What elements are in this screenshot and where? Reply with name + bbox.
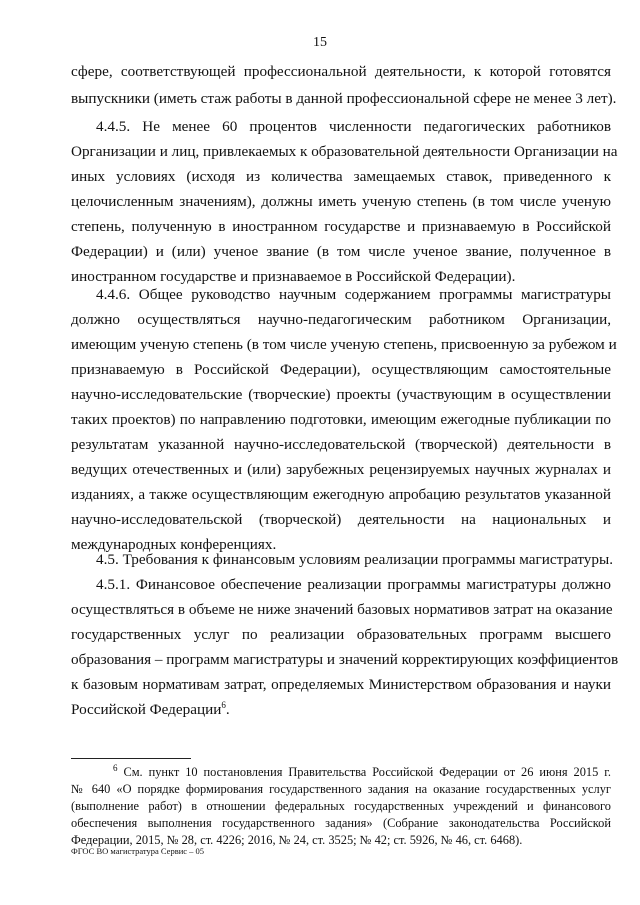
page-number: 15 [313, 35, 327, 50]
text-line: Российской Федерации$^6$. [71, 699, 230, 718]
text-line: образования – программ магистратуры и значений корректирующих коэффициентов [71, 651, 619, 668]
footnote-line: обеспечения выполнения государственного задания» (Собрание законодательства Российской [71, 816, 611, 830]
text-line: сфере, соответствующей профессиональной деятельности, к которой готовятся [71, 63, 611, 80]
text-line: степень, полученную в иностранном государстве и признаваемую в Российской [71, 218, 611, 235]
footnote-separator [71, 758, 191, 759]
text-line: к базовым нормативам затрат, определяемых Министерством образования и науки [71, 676, 611, 693]
text-line: ведущих отечественных и (или) зарубежных рецензируемых научных журналах и [71, 461, 611, 478]
text-line: Организации и лиц, привлекаемых к образовательной деятельности Организации на [71, 143, 618, 160]
text-line: международных конференциях. [71, 536, 277, 553]
footnote-marker: 6 [113, 762, 118, 773]
text-line: Федерации) и (или) ученое звание (в том числе ученое звание, полученное в [71, 243, 611, 260]
footnote-line: № 640 «О порядке формирования государственного задания на оказание государственных услуг [71, 782, 611, 796]
footer-code: ФГОС ВО магистратура Сервис – 05 [71, 846, 205, 856]
text-line-content: Российской Федерации [71, 701, 222, 718]
text-line: целочисленным значениям), должны иметь ученую степень (в том числе ученую [71, 193, 611, 210]
text-line: осуществляться в объеме не ниже значений базовых нормативов затрат на оказание [71, 601, 613, 618]
footnote-line: Федерации, 2015, № 28, ст. 4226; 2016, № 24, ст. 3525; № 42; ст. 5926, № 46, ст. 6468). [71, 833, 523, 847]
text-line: научно-исследовательской (творческой) деятельности на национальных и [71, 511, 611, 528]
text-line: результатам указанной научно-исследовательской (творческой) деятельности в [71, 436, 611, 453]
text-line: 4.5.1. Финансовое обеспечение реализации программы магистратуры должно [96, 576, 611, 593]
text-line: иных условиях (исходя из количества замещаемых ставок, приведенного к [71, 168, 611, 185]
text-line: научно-исследовательские (творческие) проекты (участвующим в осуществлении [71, 386, 611, 403]
footnote-line [71, 764, 611, 781]
text-line: таких проектов) по направлению подготовки, имеющим ежегодные публикации по [71, 411, 611, 428]
text-line: имеющим ученую степень (в том числе ученую степень, присвоенную за рубежом и [71, 336, 617, 353]
text-line: должно осуществляться научно-педагогическим работником Организации, [71, 311, 611, 328]
text-line: иностранном государстве и признаваемое в Российской Федерации). [71, 268, 516, 285]
text-line: изданиях, а также осуществляющим ежегодную апробацию результатов указанной [71, 486, 611, 503]
footnote-ref[interactable]: 6 [221, 699, 226, 710]
footnote-line: (выполнение работ) в отношении федеральных государственных учреждений и финансового [71, 799, 611, 813]
text-line: государственных услуг по реализации образовательных программ высшего [71, 626, 611, 643]
text-line: 4.4.6. Общее руководство научным содержанием программы магистратуры [96, 286, 611, 303]
text-line: 4.4.5. Не менее 60 процентов численности педагогических работников [96, 118, 611, 135]
text-line: признаваемую в Российской Федерации), осуществляющим самостоятельные [71, 361, 611, 378]
text-line: выпускники (иметь стаж работы в данной профессиональной сфере не менее 3 лет). [71, 90, 617, 107]
footnote-line-content: См. пункт 10 постановления Правительства Российской Федерации от 26 июня 2015 г. [123, 765, 611, 779]
section-heading: 4.5. Требования к финансовым условиям реализации программы магистратуры. [96, 551, 613, 568]
